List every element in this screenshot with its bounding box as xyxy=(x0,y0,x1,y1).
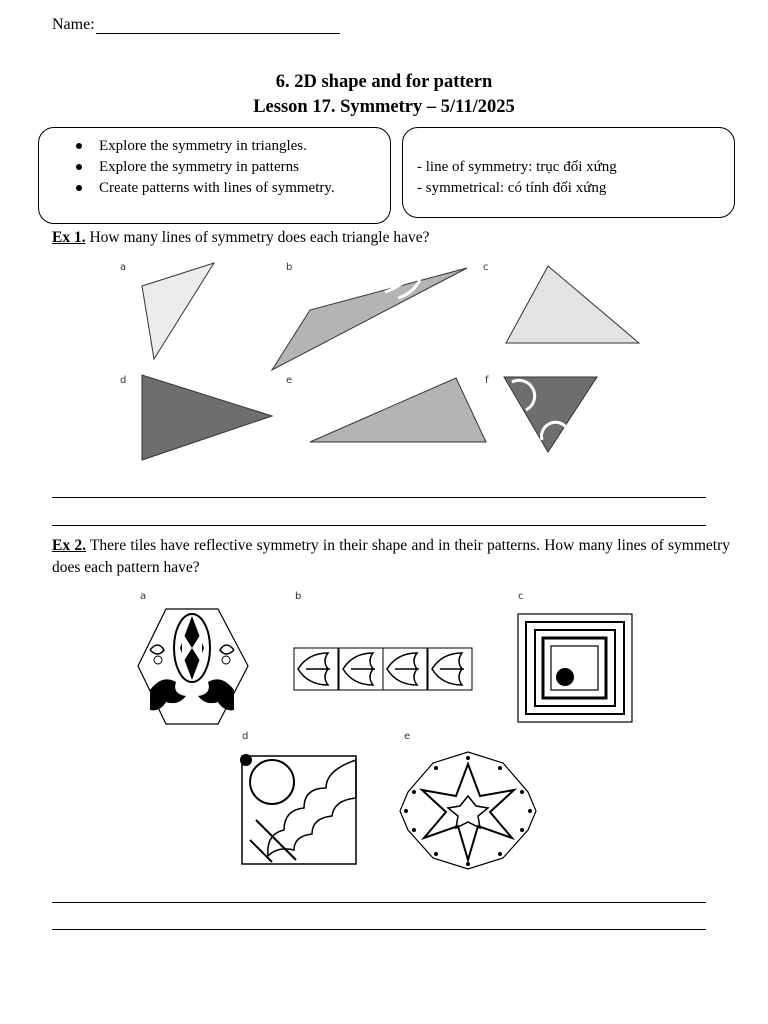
figure-label: f xyxy=(485,375,489,386)
figure-label: e xyxy=(404,731,411,742)
tile-e xyxy=(400,752,536,869)
page-title: 6. 2D shape and for pattern xyxy=(275,72,493,92)
figure-label: a xyxy=(120,262,127,273)
ex2-label: Ex 2. xyxy=(52,537,86,554)
tile-b xyxy=(294,648,472,690)
lesson-subtitle: Lesson 17. Symmetry – 5/11/2025 xyxy=(253,97,515,117)
tile-a xyxy=(138,609,248,724)
figure-label: c xyxy=(518,591,524,602)
figure-label: c xyxy=(483,262,489,273)
objective-item: Explore the symmetry in patterns xyxy=(99,157,390,178)
ex1-text: How many lines of symmetry does each triangle have? xyxy=(85,229,430,246)
vocab-item: - line of symmetry: trục đối xứng xyxy=(417,159,617,175)
ex1-label: Ex 1. xyxy=(52,229,86,246)
ex2-answer-line[interactable] xyxy=(52,902,706,903)
figure-label: b xyxy=(295,591,302,602)
vocab-item: - symmetrical: có tính đối xứng xyxy=(417,180,607,196)
figure-label: d xyxy=(242,731,249,742)
ex2-text: There tiles have reflective symmetry in their shape and in their patterns. How many lines of symmetry does each pattern have? xyxy=(52,537,730,576)
name-label: Name: xyxy=(52,16,95,33)
tile-c xyxy=(518,614,632,722)
figure-label: b xyxy=(286,262,293,273)
tile-d xyxy=(240,754,356,864)
figure-label: d xyxy=(120,375,127,386)
figure-label: a xyxy=(140,591,147,602)
objective-item: Explore the symmetry in triangles. xyxy=(99,136,390,157)
figure-label: e xyxy=(286,375,293,386)
objective-item: Create patterns with lines of symmetry. xyxy=(99,178,390,199)
ex2-answer-line[interactable] xyxy=(52,929,706,930)
